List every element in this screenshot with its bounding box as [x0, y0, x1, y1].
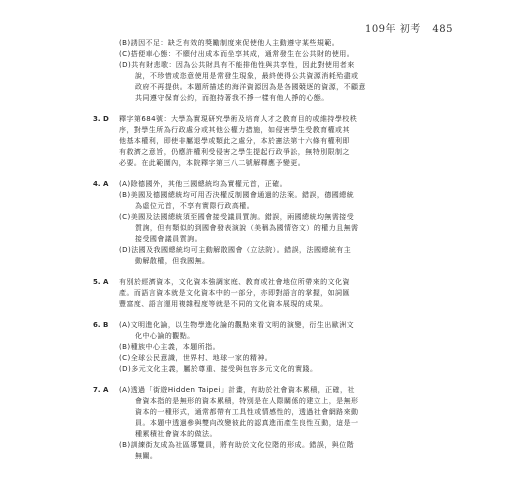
- text-line: 共同遵守保育公約，而抱持著我不掙一樣有他人掙的心態。: [135, 94, 329, 102]
- text-line: (C)搭便車心態：不願付出成本而坐享其成，通常發生在公共財的使用。: [119, 50, 355, 58]
- text-line: (D)共有財悲歌：因為公共財具有不能排他性與共享性，因此對使用者來: [119, 61, 355, 69]
- text-line: 會資本指的是無形的資本累積，特別是在人際關係的建立上，是無形: [135, 397, 359, 405]
- answer-item: [93, 114, 465, 169]
- text-line: 員。本題中透過參與雙向改變彼此的認真進而產生良性互動，這是一: [135, 419, 359, 427]
- text-line: 釋字第684號：大學為實現研究學術及培育人才之教育目的或維持學校秩: [119, 115, 358, 123]
- answer-text: [119, 277, 465, 310]
- text-line: (C)美國及法國總統須至國會接受議員質詢。錯誤，兩國總統均無需接受: [119, 213, 355, 221]
- text-line: 豐富度、語言運用複雜程度等就是不同的文化資本展現的成果。: [119, 300, 328, 308]
- text-line: (D)多元文化主義，屬於尊重、接受與包容多元文化的實踐。: [119, 365, 318, 373]
- answer-text: [119, 320, 465, 375]
- answer-item: [119, 38, 465, 104]
- text-line: 政府不再提供。本題所描述的海洋資源因為是各國競逐的資源，不顧意: [135, 83, 366, 91]
- page-header: [357, 20, 453, 35]
- answer-item: [93, 385, 465, 462]
- question-number: 5. A: [93, 278, 109, 286]
- text-line: (B)誘因不足：缺乏有效的獎勵制度來促使他人主動遵守某些規範。: [119, 39, 340, 47]
- text-line: 有別於經濟資本，文化資本強調家庭、教育或社會地位所帶來的文化資: [119, 278, 350, 286]
- question-number: [93, 38, 119, 104]
- text-line: (D)法國及我國總統均可主動解散國會（立法院）。錯誤，法國總統有主: [119, 246, 352, 254]
- text-line: 他基本權利，即使非屬退學或類此之處分，本於憲法第十六條有權利即: [119, 137, 350, 145]
- text-line: 質詢，但有類似的到國會發表演說（美稱為國情咨文）的權力且無需: [135, 224, 359, 232]
- answer-item: [93, 179, 465, 267]
- answer-text: [119, 114, 465, 169]
- exam-year-label: 109年 初考: [364, 24, 421, 35]
- text-line: 資本的一種形式，通常都帶有工具性或情感性的，透過社會網路來動: [135, 408, 359, 416]
- text-line: (B)種族中心主義，本題所指。: [119, 343, 221, 351]
- text-line: 序，對學生所為行政處分或其他公權力措施，如侵害學生受教育權或其: [119, 126, 350, 134]
- text-line: 無關。: [135, 452, 158, 460]
- answer-text: [119, 179, 465, 267]
- answer-text: [119, 385, 465, 462]
- text-line: 有救濟之意旨，仍應許權利受侵害之學生提起行政爭訟，無特別限制之: [119, 148, 350, 156]
- text-line: 化中心論的觀點。: [135, 332, 195, 340]
- text-line: (A)文明進化論，以生物學進化論的觀點來看文明的演變，衍生出歐洲文: [119, 321, 355, 329]
- text-line: 為虛位元首，不享有實際行政高權。: [135, 202, 255, 210]
- question-number: 6. B: [93, 321, 109, 329]
- answer-text: [119, 38, 465, 104]
- text-line: (A)除德國外，其他三國總統均為實權元首，正確。: [119, 180, 288, 188]
- question-number: 3. D: [93, 115, 109, 123]
- text-line: (A)透過「街遊Hidden Taipei」計畫，有助於社會資本累積，正確，社: [119, 386, 355, 394]
- text-line: 種累積社會資本的做法。: [135, 430, 217, 438]
- text-line: 必要。在此範圍內，本院釋字第三八二號解釋應予變更。: [119, 159, 306, 167]
- text-line: 接受國會議員質詢。: [135, 235, 203, 243]
- answer-item: [93, 320, 465, 375]
- question-number: 4. A: [93, 180, 109, 188]
- answer-item: [93, 277, 465, 310]
- answer-explanations: [93, 38, 465, 462]
- text-line: 說，不珍惜或恣意使用是常發生現象，最終使得公共資源消耗殆盡或: [135, 72, 359, 80]
- text-line: 動解散權，但我國無。: [135, 257, 210, 265]
- page-number: 485: [432, 24, 453, 35]
- text-line: (C)全球公民意識，世界村、地球一家的精神。: [119, 354, 273, 362]
- question-number: 7. A: [93, 386, 109, 394]
- text-line: 產。而語言資本就是文化資本中的一部分，亦即對語言的掌握，如詞匯: [119, 289, 350, 297]
- text-line: (B)美國及德國總統均可用否決權反制國會通過的法案。錯誤，德國總統: [119, 191, 355, 199]
- text-line: (B)訓練街友成為社區導覽員，將有助於文化位階的形成。錯誤，與位階: [119, 441, 355, 449]
